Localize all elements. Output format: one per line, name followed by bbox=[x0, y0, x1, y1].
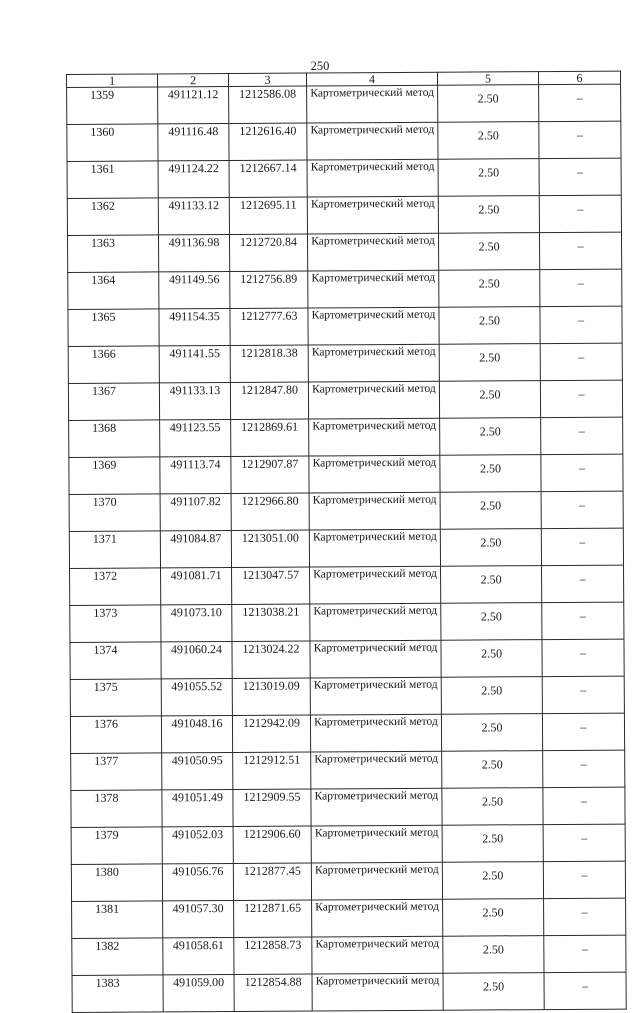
y-coordinate-cell: 1212586.08 bbox=[229, 86, 307, 123]
x-coordinate-cell: 491141.55 bbox=[159, 346, 230, 383]
y-coordinate-cell: 1212912.51 bbox=[233, 752, 311, 789]
point-number-cell: 1364 bbox=[68, 272, 159, 310]
note-cell: – bbox=[541, 417, 623, 455]
note-cell: – bbox=[544, 898, 626, 936]
note-cell: – bbox=[543, 787, 625, 825]
y-coordinate-cell: 1212667.14 bbox=[229, 160, 307, 197]
x-coordinate-cell: 491051.49 bbox=[162, 789, 233, 826]
method-cell: Картометрический метод bbox=[312, 973, 443, 1011]
method-cell: Картометрический метод bbox=[310, 677, 441, 715]
table-row bbox=[71, 787, 625, 827]
x-coordinate-cell: 491133.13 bbox=[159, 383, 230, 420]
x-coordinate-cell: 491073.10 bbox=[161, 604, 232, 641]
table-row bbox=[69, 454, 623, 494]
method-cell: Картометрический метод bbox=[307, 122, 438, 160]
point-number-cell: 1359 bbox=[67, 87, 158, 125]
y-coordinate-cell: 1212907.87 bbox=[231, 456, 309, 493]
method-cell: Картометрический метод bbox=[308, 344, 439, 382]
column-header-1: 1 bbox=[67, 74, 158, 88]
point-number-cell: 1376 bbox=[70, 716, 161, 754]
point-number-cell: 1366 bbox=[68, 346, 159, 384]
accuracy-cell: 2.50 bbox=[442, 862, 543, 900]
note-cell: – bbox=[543, 750, 625, 788]
method-cell: Картометрический метод bbox=[308, 381, 439, 419]
method-cell: Картометрический метод bbox=[310, 714, 441, 752]
table-body bbox=[67, 84, 627, 1012]
method-cell: Картометрический метод bbox=[307, 196, 438, 234]
method-cell: Картометрический метод bbox=[311, 825, 442, 863]
method-cell: Картометрический метод bbox=[307, 159, 438, 197]
point-number-cell: 1381 bbox=[72, 901, 163, 939]
table-row bbox=[70, 602, 624, 642]
method-cell: Картометрический метод bbox=[311, 788, 442, 826]
x-coordinate-cell: 491107.82 bbox=[160, 493, 231, 530]
note-cell: – bbox=[539, 84, 621, 122]
point-number-cell: 1375 bbox=[70, 679, 161, 717]
y-coordinate-cell: 1212909.55 bbox=[233, 789, 311, 826]
point-number-cell: 1380 bbox=[71, 864, 162, 902]
accuracy-cell: 2.50 bbox=[442, 751, 543, 789]
column-header-2: 2 bbox=[158, 74, 229, 87]
accuracy-cell: 2.50 bbox=[438, 196, 539, 234]
accuracy-cell: 2.50 bbox=[440, 418, 541, 456]
method-cell: Картометрический метод bbox=[308, 307, 439, 345]
note-cell: – bbox=[544, 935, 626, 973]
y-coordinate-cell: 1213051.00 bbox=[231, 530, 309, 567]
y-coordinate-cell: 1213038.21 bbox=[232, 604, 310, 641]
column-header-5: 5 bbox=[437, 72, 538, 86]
point-number-cell: 1369 bbox=[69, 457, 160, 495]
y-coordinate-cell: 1212858.73 bbox=[234, 937, 312, 974]
method-cell: Картометрический метод bbox=[311, 751, 442, 789]
x-coordinate-cell: 491060.24 bbox=[161, 641, 232, 678]
note-cell: – bbox=[541, 454, 623, 492]
accuracy-cell: 2.50 bbox=[439, 344, 540, 382]
y-coordinate-cell: 1213019.09 bbox=[232, 678, 310, 715]
accuracy-cell: 2.50 bbox=[443, 936, 544, 974]
y-coordinate-cell: 1212720.84 bbox=[229, 234, 307, 271]
point-number-cell: 1374 bbox=[70, 642, 161, 680]
x-coordinate-cell: 491113.74 bbox=[160, 457, 231, 494]
accuracy-cell: 2.50 bbox=[441, 714, 542, 752]
x-coordinate-cell: 491050.95 bbox=[162, 752, 233, 789]
x-coordinate-cell: 491056.76 bbox=[162, 863, 233, 900]
note-cell: – bbox=[541, 528, 623, 566]
x-coordinate-cell: 491058.61 bbox=[163, 937, 234, 974]
y-coordinate-cell: 1212854.88 bbox=[234, 974, 312, 1011]
table-row bbox=[67, 232, 621, 272]
point-number-cell: 1363 bbox=[67, 235, 158, 273]
note-cell: – bbox=[542, 676, 624, 714]
note-cell: – bbox=[540, 269, 622, 307]
column-header-4: 4 bbox=[306, 72, 437, 86]
note-cell: – bbox=[544, 972, 626, 1010]
method-cell: Картометрический метод bbox=[307, 233, 438, 271]
x-coordinate-cell: 491116.48 bbox=[158, 124, 229, 161]
method-cell: Картометрический метод bbox=[309, 529, 440, 567]
table-row bbox=[70, 676, 624, 716]
note-cell: – bbox=[540, 380, 622, 418]
accuracy-cell: 2.50 bbox=[442, 825, 543, 863]
x-coordinate-cell: 491136.98 bbox=[158, 235, 229, 272]
table-row bbox=[69, 528, 623, 568]
y-coordinate-cell: 1212877.45 bbox=[233, 863, 311, 900]
note-cell: – bbox=[542, 565, 624, 603]
table-row bbox=[68, 343, 622, 383]
point-number-cell: 1372 bbox=[70, 568, 161, 606]
accuracy-cell: 2.50 bbox=[439, 307, 540, 345]
x-coordinate-cell: 491057.30 bbox=[163, 900, 234, 937]
y-coordinate-cell: 1212756.89 bbox=[230, 271, 308, 308]
point-number-cell: 1371 bbox=[69, 531, 160, 569]
table-row bbox=[72, 972, 626, 1012]
point-number-cell: 1382 bbox=[72, 938, 163, 976]
method-cell: Картометрический метод bbox=[312, 899, 443, 937]
method-cell: Картометрический метод bbox=[311, 862, 442, 900]
table-row bbox=[71, 750, 625, 790]
table-row bbox=[67, 121, 621, 161]
x-coordinate-cell: 491149.56 bbox=[159, 272, 230, 309]
accuracy-cell: 2.50 bbox=[440, 529, 541, 567]
note-cell: – bbox=[542, 713, 624, 751]
accuracy-cell: 2.50 bbox=[443, 973, 544, 1011]
column-header-3: 3 bbox=[229, 73, 307, 86]
table-row bbox=[68, 269, 622, 309]
y-coordinate-cell: 1212942.09 bbox=[232, 715, 310, 752]
point-number-cell: 1373 bbox=[70, 605, 161, 643]
table-row bbox=[68, 306, 622, 346]
y-coordinate-cell: 1212906.60 bbox=[233, 826, 311, 863]
point-number-cell: 1368 bbox=[69, 420, 160, 458]
point-number-cell: 1362 bbox=[67, 198, 158, 236]
note-cell: – bbox=[540, 343, 622, 381]
x-coordinate-cell: 491081.71 bbox=[161, 567, 232, 604]
table-row bbox=[71, 824, 625, 864]
x-coordinate-cell: 491055.52 bbox=[161, 678, 232, 715]
x-coordinate-cell: 491121.12 bbox=[158, 87, 229, 124]
accuracy-cell: 2.50 bbox=[441, 603, 542, 641]
note-cell: – bbox=[539, 195, 621, 233]
method-cell: Картометрический метод bbox=[310, 566, 441, 604]
accuracy-cell: 2.50 bbox=[443, 899, 544, 937]
x-coordinate-cell: 491154.35 bbox=[159, 309, 230, 346]
method-cell: Картометрический метод bbox=[310, 603, 441, 641]
x-coordinate-cell: 491059.00 bbox=[163, 974, 234, 1011]
method-cell: Картометрический метод bbox=[312, 936, 443, 974]
accuracy-cell: 2.50 bbox=[442, 788, 543, 826]
y-coordinate-cell: 1212847.80 bbox=[230, 382, 308, 419]
x-coordinate-cell: 491133.12 bbox=[158, 198, 229, 235]
accuracy-cell: 2.50 bbox=[438, 233, 539, 271]
accuracy-cell: 2.50 bbox=[441, 677, 542, 715]
point-number-cell: 1383 bbox=[72, 975, 163, 1013]
table-row bbox=[67, 158, 621, 198]
note-cell: – bbox=[540, 306, 622, 344]
point-number-cell: 1377 bbox=[71, 753, 162, 791]
x-coordinate-cell: 491084.87 bbox=[160, 530, 231, 567]
note-cell: – bbox=[539, 158, 621, 196]
point-number-cell: 1378 bbox=[71, 790, 162, 828]
point-number-cell: 1370 bbox=[69, 494, 160, 532]
accuracy-cell: 2.50 bbox=[438, 85, 539, 123]
point-number-cell: 1360 bbox=[67, 124, 158, 162]
y-coordinate-cell: 1212818.38 bbox=[230, 345, 308, 382]
y-coordinate-cell: 1213047.57 bbox=[232, 567, 310, 604]
table-row bbox=[67, 84, 621, 124]
note-cell: – bbox=[539, 232, 621, 270]
method-cell: Картометрический метод bbox=[308, 270, 439, 308]
table-row bbox=[68, 380, 622, 420]
y-coordinate-cell: 1212777.63 bbox=[230, 308, 308, 345]
accuracy-cell: 2.50 bbox=[439, 270, 540, 308]
accuracy-cell: 2.50 bbox=[441, 566, 542, 604]
x-coordinate-cell: 491124.22 bbox=[158, 161, 229, 198]
x-coordinate-cell: 491052.03 bbox=[162, 826, 233, 863]
y-coordinate-cell: 1212616.40 bbox=[229, 123, 307, 160]
point-number-cell: 1365 bbox=[68, 309, 159, 347]
x-coordinate-cell: 491123.55 bbox=[160, 420, 231, 457]
note-cell: – bbox=[542, 602, 624, 640]
table-row bbox=[72, 935, 626, 975]
page-number: 250 bbox=[310, 59, 330, 73]
note-cell: – bbox=[543, 861, 625, 899]
accuracy-cell: 2.50 bbox=[438, 159, 539, 197]
note-cell: – bbox=[539, 121, 621, 159]
y-coordinate-cell: 1212869.61 bbox=[231, 419, 309, 456]
table-row bbox=[71, 861, 625, 901]
table-row bbox=[72, 898, 626, 938]
accuracy-cell: 2.50 bbox=[441, 640, 542, 678]
accuracy-cell: 2.50 bbox=[440, 492, 541, 530]
table-row bbox=[70, 639, 624, 679]
coordinates-table bbox=[66, 71, 627, 1013]
point-number-cell: 1367 bbox=[68, 383, 159, 421]
note-cell: – bbox=[542, 639, 624, 677]
method-cell: Картометрический метод bbox=[309, 418, 440, 456]
table-row bbox=[70, 565, 624, 605]
note-cell: – bbox=[543, 824, 625, 862]
y-coordinate-cell: 1213024.22 bbox=[232, 641, 310, 678]
accuracy-cell: 2.50 bbox=[439, 381, 540, 419]
table-row bbox=[69, 491, 623, 531]
note-cell: – bbox=[541, 491, 623, 529]
method-cell: Картометрический метод bbox=[307, 85, 438, 123]
table-row bbox=[67, 195, 621, 235]
y-coordinate-cell: 1212871.65 bbox=[234, 900, 312, 937]
point-number-cell: 1361 bbox=[67, 161, 158, 199]
table-row bbox=[70, 713, 624, 753]
table-row bbox=[69, 417, 623, 457]
accuracy-cell: 2.50 bbox=[438, 122, 539, 160]
accuracy-cell: 2.50 bbox=[440, 455, 541, 493]
point-number-cell: 1379 bbox=[71, 827, 162, 865]
method-cell: Картометрический метод bbox=[310, 640, 441, 678]
column-header-6: 6 bbox=[538, 71, 620, 85]
y-coordinate-cell: 1212966.80 bbox=[231, 493, 309, 530]
y-coordinate-cell: 1212695.11 bbox=[229, 197, 307, 234]
x-coordinate-cell: 491048.16 bbox=[161, 715, 232, 752]
method-cell: Картометрический метод bbox=[309, 455, 440, 493]
method-cell: Картометрический метод bbox=[309, 492, 440, 530]
